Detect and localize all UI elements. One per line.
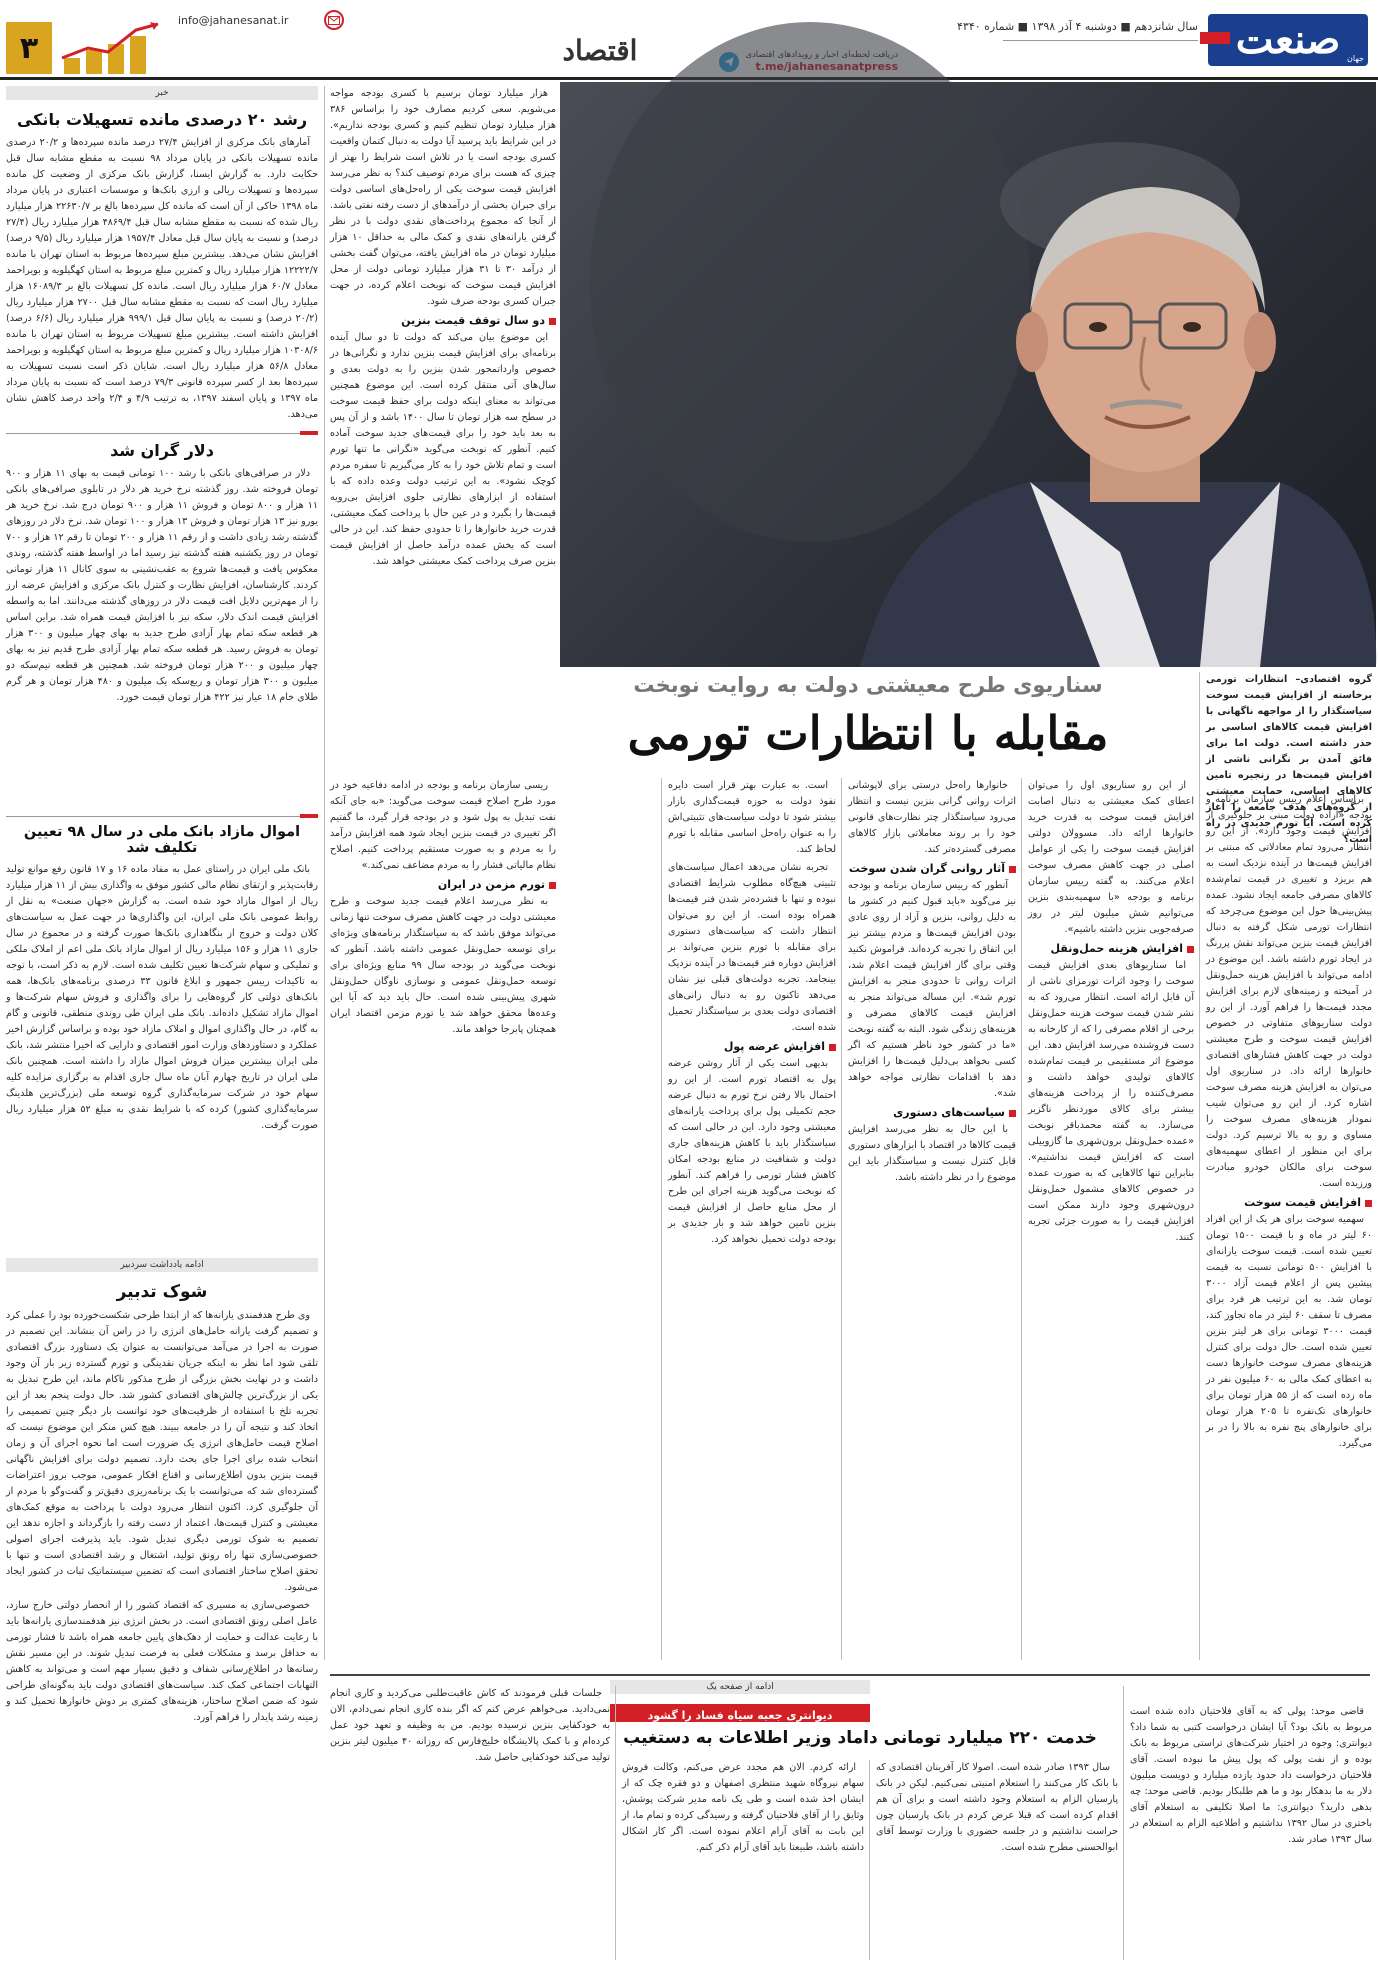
- bottom-column-1: قاضی موحد: پولی که به آقای فلاحتیان داده شده است مربوط به بانک بود؟ آیا ایشان درخواست کتبی به شما داد؟ دیوانتری: وجوه در اختیار شرکت‌های تراستی مربوط به بانک بوده و از نفت پولی که پول پیش ما نبوده است. آقای فلاحتیان درخواست داد حدود یازده میلیارد و دویست میلیون دلار به ما بدهکار بود و ما هم طلبکار بودیم. قاضی موحد: چه بدهی دارید؟ دیوانتری: ما اصلا تکلیفی به استعلام آقای باختری در سال ۱۳۹۲ نداشتیم و اطلاعیه الزام به استعلام در سال ۱۳۹۳ صادر شد.: [1130, 1706, 1372, 1845]
- subhead-fuel-price: افزایش قیمت سوخت: [1206, 1195, 1372, 1211]
- coins-chart-illustration: [58, 22, 170, 76]
- logo-red-bar: [1200, 32, 1230, 44]
- lead-column-b: از این رو سناریوی اول را می‌توان اعطای کمک معیشتی به دنبال اصابت افزایش قیمت سوخت به قدرت خرید خانوارها ارائه داد. مسوولان دولتی افزایش قیمت سوخت را یکی از عوامل اصلی در جهت کاهش مصرف سوخت اعلام می‌کنند. به گفته رییس سازمان برنامه و بودجه «با سهمیه‌بندی بنزین می‌توانیم شش میلیون لیتر در روز صرفه‌جویی بنزین داشته باشیم». افزایش هزینه حمل‌ونقل اما سناریوهای بعدی افزایش قیمت سوخت را وجود اثرات تورمزای ناشی از آن قابل ارائه است. انتظار می‌رود که به نشر شدن قیمت سوخت هزینه حمل‌ونقل برخی از اقلام مصرفی را که از کارخانه به دست فروشنده می‌رسد افزایش دهد. این موضوع اثر مستقیمی بر قیمت تمام‌شده کالاهای تولیدی خواهد داشت و مصرف‌کننده را از پرداخت هزینه‌های بیشتر برای کالای موردنظر ناگزیر می‌سازد. به گفته محمدباقر نوبخت «عمده حمل‌ونقل برون‌شهری ما گازوییلی است که افزایش قیمت نداشتیم». بنابراین تنها کالاهایی که به صورت عمده در خصوص کالاهای مشمول حمل‌ونقل درون‌شهری وجود دارند ممکن است افزایش قیمت را به صورت جزئی تجربه کنند.: [1028, 780, 1194, 1243]
- news-body-dollar: دلار در صرافی‌های بانکی با رشد ۱۰۰ تومانی قیمت به بهای ۱۱ هزار و ۹۰۰ تومان فروخته شد. روز گذشته نرخ خرید هر دلار در تابلوی صرافی‌های بانکی ۱۱ هزار و ۸۰۰ تومان و فروش ۱۱ هزار و ۹۰۰ تومان درج شد. نرخ خرید هر یورو نیز ۱۳ هزار تومان و فروش ۱۳ هزار و ۱۰۰ تومان شد. نرخ دلار در روزهای گذشته رشد زیادی داشت و از رقم ۱۱ هزار و ۲۰۰ تومان تا رقم ۱۲ هزار و ۷۰۰ تومان در روز یکشنبه هفته گذشته نیز رسید اما در اواسط هفته گذشته، روندی معکوس یافت و قیمت‌ها شروع به عقب‌نشینی به سوی کانال ۱۱ هزار تومانی کردند. کارشناسان، افزایش نظارت و کنترل بانک مرکزی و افزایش عرضه ارز را از مهم‌ترین دلایل افت قیمت دلار در روزهای گذشته می‌دانند. اما به واسطه افزایش قیمت اندک دلار، سکه نیز با افزایش قیمت همراه شد. براین اساس هر قطعه سکه تمام بهار آزادی طرح جدید به بهای چهار میلیون و ۳۰۰ هزار تومان به فروش رسید. هر قطعه سکه تمام بهار آزادی طرح قدیم نیز به بهای چهار میلیون و ۲۰۰ هزار تومان فروخته شد. همچنین هر قطعه نیم‌سکه دو میلیون و ۳۰۰ هزار تومان و ربع‌سکه یک میلیون و ۴۸۰ هزار تومان و هر گرم طلای خام ۱۸ عیار نیز ۴۲۲ هزار تومان قیمت خورد.: [6, 468, 319, 703]
- column-rule: [1199, 672, 1200, 1660]
- lead-column-d: است. به عبارت بهتر قرار است دایره نفوذ دولت به حوزه قیمت‌گذاری بازار بیشتر شود تا دولت سیاست‌های تثبیتی‌اش را به عنوان راه‌حل اساسی مقابله با تورم لحاظ کند. تجربه نشان می‌دهد اعمال سیاست‌های تثبیتی هیچ‌گاه مطلوب شرایط اقتصادی نبوده و تنها با فشرده‌تر شدن فنر قیمت‌ها همراه بوده است. از این رو می‌توان انتظار داشت که سیاست‌های دستوری برای مقابله با تورم بنزین می‌تواند بر افزایش دوباره فنر قیمت‌ها در آینده نزدیک بینجامد. تجربه دولت‌های قبلی نیز نشان می‌دهد تاکنون رو به دنبال زانی‌های اقتصادی دولت بعدی بر سیاستگذار تحمیل شده است. افزایش عرضه پول بدیهی است یکی از آثار روشن عرضه پول به اقتصاد تورم است. از این رو احتمال بالا رفتن نرخ تورم به دنبال عرضه حجم تکمیلی پول برای پرداخت یارانه‌های معیشتی وجود دارد. این در حالی است که سیاستگذار باید با کاهش هزینه‌های جاری دولت و شفافیت در منابع بودجه امکان کاهش فشار تورمی را فراهم کند. آنطور که نوبخت می‌گوید هزینه اجرای این طرح از محل منابع حاصل از افزایش قیمت بنزین تامین خواهد شد و بار جدیدی بر بودجه دولت تحمیل نخواهد کرد.: [668, 780, 836, 1245]
- column-rule: [869, 1760, 870, 1960]
- envelope-icon: [324, 10, 344, 30]
- bottom-column-4: جلسات قبلی فرمودند که کاش عاقبت‌طلبی می‌کردید و کاری انجام نمی‌دادید. می‌خواهم عرض کنم که اگر بنده کاری انجام نمی‌دادم، الان به خودکفایی بنزین نرسیده بودیم. من به وظیفه و تعهد خود عمل کرده‌ام و با کمک پالایشگاه خلیج‌فارس که روزانه ۴۰ میلیون لیتر بنزین تولید می‌کند خودکفایی حاصل شد.: [330, 1688, 611, 1763]
- subhead-chronic-inflation: تورم مزمن در ایران: [330, 877, 556, 893]
- editorial-body: وی طرح هدفمندی یارانه‌ها که از ابتدا طرحی شکست‌خورده بود را عملی کرد و تصمیم گرفت یارانه حامل‌های انرژی را در راس آن بنشاند. این تصمیم در صورت به اجرا در می‌آمد می‌توانست به عنوان یک دستاورد بزرگ اقتصادی تلقی شود اما نظر به اینکه جریان نقدینگی و تورم گسترده زیر بار آن وجود داشت و در نهایت بخش بزرگی از طرح مذکور ناکام ماند، این طرح تبدیل به یکی از بزرگ‌ترین چالش‌های اقتصادی کشور شد. حال دولت پنجم بعد از این تجربه تلخ با استفاده از ظرفیت‌های خود توانست بار دیگر چنین تصمیمی را اتخاذ کند و نتیجه آن را در جامعه ببیند. هیچ کس منکر این موضوع نیست که اصلاح قیمت حامل‌های انرژی یک ضرورت است اما نحوه اجرای آن و زمان انتخاب شده برای اجرا جای بحث دارد. تصمیم دولت برای افزایش ناگهانی قیمت بنزین بدون اطلاع‌رسانی و اقناع افکار عمومی، موجب بروز اعتراضات گسترده‌ای شد که می‌توانست با یک برنامه‌ریزی دقیق‌تر و گفت‌وگو با مردم از آن جلوگیری کرد. اکنون انتظار می‌رود دولت با پرداخت به موقع کمک‌های معیشتی و کنترل قیمت‌ها، اعتماد از دست رفته را بازگرداند و اجازه ندهد این تصمیم به شوک تورمی دیگری تبدیل شود. باید پذیرفت اجرای اصولی خصوصی‌سازی تنها راه رونق تولید، اشتغال و رشد اقتصادی است و تنها با تحقق اصلاح ساختار اقتصادی است که تضمین سیستماتیک ثبات در کشور ایجاد می‌شود. خصوصی‌سازی به مسیری که اقتصاد کشور را از انحصار دولتی خارج سازد، عامل اصلی رونق اقتصادی است. در بخش انرژی نیز هدفمندسازی یارانه‌ها باید با رعایت عدالت و حمایت از دهک‌های پایین جامعه همراه باشد تا فشار تورمی به حداقل برسد و مشکلات فعلی به فرصت تبدیل شوند. در این مسیر نقش رسانه‌ها در اطلاع‌رسانی شفاف و دقیق بسیار مهم است و می‌تواند به کاهش التهابات اجتماعی کمک کند. سیاست‌های اقتصادی دولت باید به‌گونه‌ای طراحی شود که ضمن اصلاح ساختار، هزینه‌های کمتری بر دوش خانوارها تحمیل کند و زمینه رشد پایدار را فراهم آورد.: [6, 1310, 318, 1723]
- subhead-money-supply: افزایش عرضه پول: [668, 1039, 836, 1055]
- news-title-melli-assets: اموال مازاد بانک ملی در سال ۹۸ تعیین تکلیف شد: [23, 824, 301, 856]
- subhead-transport-cost: افزایش هزینه حمل‌ونقل: [1028, 941, 1194, 957]
- continued-tag: ادامه از صفحه یک: [610, 1680, 870, 1694]
- news-title-bank-facilities: رشد ۲۰ درصدی مانده تسهیلات بانکی: [16, 110, 308, 129]
- column-rule: [615, 1686, 616, 1960]
- column-rule: [1021, 778, 1022, 1660]
- bottom-column-2: سال ۱۳۹۳ صادر شده است. اصولا کار آفرینان اقتصادی که با بانک کار می‌کنند را استعلام امنیتی نمی‌کنیم. لیکن در بانک پارسیان الزام به استعلام وجود داشته است و برای آن هم اقدام کرده است که قبلا عرض کردم در بانک پارسیان چون حراست نداشتیم و در جلسه حضوری با وزارت توسط آقای ابوالحسنی مطرح شده است.: [876, 1762, 1118, 1853]
- issue-line-rule: [1003, 40, 1198, 41]
- bottom-column-3: ارائه کردم. الان هم مجدد عرض می‌کنم، وکالت فروش سهام نیروگاه شهید منتظری اصفهان و دو فقره چک که از ایشان اخذ شده است و طی یک نامه مدیر شرکت پوشش، وثایق را از آقای فلاحتیان گرفته و رسیدگی کرده و تمام ما، از این بابت به آقای آرام اعلام نموده است. اگر کار اشکال داشته باشد، طبیعتا باید آقای آرام ذکر کنم.: [622, 1762, 864, 1853]
- section-title: اقتصاد: [562, 34, 638, 67]
- logo-sub: جهان: [1347, 54, 1364, 63]
- newspaper-logo: [1208, 14, 1368, 66]
- bottom-top-rule: [330, 1674, 1370, 1676]
- logo-text: صنعت: [1235, 16, 1341, 63]
- subhead-psych-effects: آثار روانی گران شدن سوخت: [848, 861, 1016, 877]
- divider: [6, 431, 318, 435]
- lead-column-e: ریسی سازمان برنامه و بودجه در ادامه دفاعیه خود در مورد طرح اصلاح قیمت سوخت می‌گوید: «به جای آنکه نفت تبدیل به پول شود و در بودجه قرار گیرد، ما گفتیم اگر تغییری در قیمت بنزین ایجاد شود همه افزایش درآمد را به مردم و به صورت مستقیم پرداخت کنیم. اصلاح نظام مالیاتی فشار را به مردم مضاعف نمی‌کند.» تورم مزمن در ایران به نظر می‌رسد اعلام قیمت جدید سوخت و طرح معیشتی دولت در جهت کاهش مصرف سوخت تنها زمانی می‌تواند موفق باشد که به سیاستگذار برنامه‌های ویژه‌ای برای توسعه حمل‌ونقل عمومی داشته باشد. آنطور که نوبخت می‌گوید در بودجه سال ۹۹ منابع ویژه‌ای برای توسعه حمل‌ونقل عمومی و نوسازی ناوگان حمل‌ونقل شهری پیش‌بینی شده است. حال باید دید که آیا این وعده‌ها محقق خواهد شد یا تورم مزمن اقتصاد ایران همچنان پابرجا خواهد ماند.: [330, 780, 556, 1035]
- news-tag: خبر: [6, 86, 318, 100]
- column-rule: [661, 778, 662, 1660]
- portrait-illustration: [560, 82, 1376, 667]
- bottom-kicker: دیوانتری جعبه سیاه فساد را گشود: [610, 1704, 870, 1722]
- editorial-tag: ادامه یادداشت سردبیر: [6, 1258, 318, 1272]
- lead-column-f: هزار میلیارد تومان برسیم با کسری بودجه مواجه می‌شویم. سعی کردیم مصارف خود را براساس ۳۸۶ هزار میلیارد تومان تنظیم کنیم و کسری بودجه نداریم». در این شرایط باید پرسید آیا دولت به دنبال کتمان واقعیت کسری بودجه است یا در تلاش است شرایط را بهتر از چیزی که هست برای مردم توصیف کند؟ به نظر می‌رسد افزایش قیمت سوخت یکی از راه‌حل‌های اساسی دولت برای جبران بخشی از درآمدهای از دست رفته نفتی باشد. از آنجا که مجموع پرداخت‌های نقدی دولت با در نظر گرفتن یارانه‌های نقدی و کمک مالی به حداقل ۱۰ هزار میلیارد تومان در ماه افزایش یافته، می‌توان گفت بخشی از درآمد ۳۰ تا ۳۱ هزار میلیارد تومانی دولت از محل افزایش قیمت سوخت که نوبخت اعلام کرده، در جهت جبران کسری بودجه صرف شود. دو سال توقف قیمت بنزین این موضوع بیان می‌کند که دولت تا دو سال آینده برنامه‌ای برای افزایش قیمت بنزین ندارد و نگرانی‌ها در خصوص وارداتمحور شدن بنزین را به دولت بعدی و سال‌های آتی منتقل کرده است. این موضوع همچنین می‌تواند به معنای اینکه دولت برای حفظ قیمت سوخت در سطح سه هزار تومان تا سال ۱۴۰۰ باشد و از آن پس به بعد باید خود را برای قیمت‌های جدید سوخت آماده کنیم. آنطور که نوبخت می‌گوید «نگرانی ما تنها تورم است و تمام تلاش خود را به کار می‌گیریم تا سفره مردم کوچک نشود». به این ترتیب دولت وعده داده که با استفاده از ابزارهای نظارتی جلوی افزایش بی‌رویه قیمت‌ها را بگیرد و در عین حال با پرداخت کمک معیشتی، قدرت خرید خانوارها را تا حدودی حفظ کند. این در حالی است که بخش عمده درآمد حاصل از افزایش قیمت بنزین صرف پرداخت کمک معیشتی خواهد شد.: [330, 88, 556, 567]
- divider: [6, 814, 318, 818]
- issue-line: سال شانزدهم ■ دوشنبه ۴ آذر ۱۳۹۸ ■ شماره ۴۳۴۰: [957, 20, 1198, 33]
- page-number: ۳: [6, 22, 52, 74]
- lead-intro: گروه اقتصادی– انتظارات تورمی برخاسته از افزایش قیمت سوخت سیاستگذار را از مواجهه ناگهانی با افزایش قیمت کالاهای اساسی بر حذر داشته است. دولت اما برای فائق آمدن بر نگرانی ناشی از افزایش قیمت‌ها در زنجیره تامین کالاهای اساسی، حمایت معیشتی از گروه‌های هدف جامعه را آغاز کرده است. آیا تورم جدیدی در راه است؟: [1206, 674, 1372, 845]
- lead-column-c: خانوارها راه‌حل درستی برای لاپوشانی اثرات روانی گرانی بنزین نیست و انتظار می‌رود سیاستگذار چتر نظارت‌های قانونی خود را بر روند معاملاتی بازار کالاهای مصرفی گسترده‌تر کند. آثار روانی گران شدن سوخت آنطور که رییس سازمان برنامه و بودجه نیز می‌گوید «باید قبول کنیم در کشور ما به دلیل روانی، بنزین و آزاد از روی عادی بودن افزایش قیمت‌ها و مردم بیشتر نیز این اتفاق را تجربه کرده‌اند. فراموش نکنید وقتی برای گاز افزایش قیمت اعلام شد، اثرات روانی تا حدودی منجر به افزایش تورم شد». این مساله می‌تواند منجر به افزایش قیمت کالاهای مصرفی و هزینه‌های زندگی شود. البته به گفته نوبخت «ما در کشور خود ناظر هستیم که اگر کسی بخواهد بی‌دلیل قیمت‌ها را افزایش دهد با اقدامات نظارتی مواجه خواهد شد». سیاست‌های دستوری با این حال به نظر می‌رسد افزایش قیمت کالاها در اقتصاد با ابزارهای دستوری قابل کنترل نیست و سیاستگذار باید این موضوع را در نظر داشته باشد.: [848, 780, 1016, 1183]
- column-rule: [841, 778, 842, 1660]
- news-body-bank-facilities: آمارهای بانک مرکزی از افزایش ۲۷/۴ درصد مانده سپرده‌ها و ۲۰/۲ درصدی مانده تسهیلات بانکی در پایان مرداد ۹۸ نسبت به مقطع مشابه سال قبل حکایت دارد. به گزارش ایسنا، گزارش بانک مرکزی از وضعیت کل مانده سپرده‌ها و تسهیلات ریالی و ارزی بانک‌ها و موسسات اعتباری در پایان مرداد ماه ۱۳۹۸ حاکی از آن است که مانده کل سپرده‌ها بالغ بر ۲۲۶۳۰/۷ هزار میلیارد ریال شده که نسبت به مقطع مشابه سال قبل ۴۸۶۹/۴ هزار میلیارد ریال (۲۷/۴ درصد) و نسبت به پایان سال قبل معادل ۱۹۵۷/۴ هزار میلیارد ریال (۹/۵ درصد) افزایش نشان می‌دهد. بیشترین مبلغ سپرده‌ها مربوط به استان تهران با مانده ۱۲۲۲۲/۷ هزار میلیارد ریال و کمترین مبلغ مربوط به استان کهگیلویه و بویراحمد معادل ۶۰/۷ هزار میلیارد ریال است. مانده کل تسهیلات بالغ بر ۱۶۰۸۹/۳ هزار میلیارد ریال است که نسبت به مقطع مشابه سال قبل ۲۷۰۰ هزار میلیارد ریال (۲۰/۲ درصد) و نسبت به پایان سال قبل ۹۹۹/۱ هزار میلیارد ریال (۶/۶ درصد) افزایش داشته است. بیشترین مبلغ تسهیلات مربوط به استان تهران با مانده ۱۰۳۰۸/۶ هزار میلیارد ریال و کمترین مبلغ مربوط به استان کهگیلویه و بویراحمد معادل ۵۶/۸ هزار میلیارد ریال است. شایان ذکر است نسبت تسهیلات به سپرده‌ها بعد از کسر سپرده قانونی ۷۹/۳ درصد است که نسبت به پایان مرداد ماه ۱۳۹۷ و پایان اسفند ۱۳۹۷، به ترتیب ۴/۹ و ۲/۴ واحد درصد کاهش نشان می‌دهد.: [6, 137, 319, 420]
- lead-column-e: [559, 778, 656, 1660]
- lead-column-a: براساس اعلام رییس سازمان برنامه و بودجه «اراده دولت مبنی بر جلوگیری از افزایش قیمت وجود دارد». از این رو انتظار می‌رود تمام معادلاتی که مبتنی بر افزایش قیمت‌ها در آینده نزدیک است به هم بریزد و تغییری در قیمت تمام‌شده کالاهای مصرفی جامعه ایجاد نشود. عمده پیش‌بینی‌ها حول این موضوع می‌چرخد که انتظارات تورمی شکل گرفته به دنبال افزایش قیمت بنزین می‌تواند نقش پررنگ در ایجاد تورم داشته باشد. این موضوع در ادامه می‌تواند با افزایش هزینه حمل‌ونقل در آمیخته و زمینه‌های لازم برای افزایش مجدد قیمت‌ها را فراهم آورد. از این رو دولت سناریوهای متفاوتی در خصوص افزایش قیمت سوخت و طرح معیشتی دولت در جهت کاهش فشارهای اقتصادی خانوارها ارائه داد. در سناریوی اول می‌توان به افزایش هزینه مصرف سوخت اشاره کرد. از این رو می‌توان شیب نمودار هزینه‌های مصرف سوخت را مساوی و رو به بالا ترسیم کرد. دولت برای این منظور از اعطای سهمیه‌های سوخت برای مالکان خودرو مبادرت ورزیده است. افزایش قیمت سوخت سهمیه سوخت برای هر یک از این افراد ۶۰ لیتر در ماه و با قیمت ۱۵۰۰ تومان تعیین شده است. قیمت سوخت یارانه‌ای با افزایش ۵۰۰ تومانی نسبت به قیمت پیشین پس از اعلام قیمت آزاد ۳۰۰۰ تومان شد. به این ترتیب هر فرد برای مصرف تا سقف ۶۰ لیتر در ماه تجاوز کند، قیمت ۳۰۰۰ تومانی برای هر لیتر بنزین تعیین شده است. حال دولت برای کنترل هزینه‌های مصرف سوخت خانوارها دست به اعطای کمک مالی به ۶۰ میلیون نفر در ماه زده است که از ۵۵ هزار تومان برای خانوارهای تک‌نفره تا ۲۰۵ هزار تومان برای خانوارهای پنج نفره به بالا را در بر می‌گیرد.: [1206, 794, 1373, 1449]
- email[interactable]: info@jahanesanat.ir: [178, 14, 289, 27]
- editorial-title: شوک تدبیر: [116, 1282, 208, 1302]
- subhead-two-year-freeze: دو سال توقف قیمت بنزین: [330, 313, 556, 329]
- news-title-dollar: دلار گران شد: [110, 441, 214, 460]
- news-body-melli-assets: بانک ملی ایران در راستای عمل به مفاد ماده ۱۶ و ۱۷ قانون رفع موانع تولید رقابت‌پذیر و ارتقای نظام مالی کشور موفق به واگذاری بیش از ۱۱ هزار میلیارد ریال از اموال مازاد خود شده است. به گزارش «جهان صنعت» به نقل از روابط عمومی بانک ملی ایران، این واگذاری‌ها در جهت عمل به سیاست‌های کلان دولت و خروج از بنگاهداری بانک‌ها صورت گرفته و در مجموع در سال جاری ۱۱ هزار و ۱۵۶ میلیارد ریال از اموال مازاد بانک ملی اعم از املاک ملکی و تملیکی و سهام شرکت‌ها تعیین تکلیف شده است. لازم به ذکر است، با توجه به تاکیدات رییس جمهور و ابلاغ قانون ۳۳ درصدی برنامه‌های بانک‌ها، همه بانک‌های دولتی کار گروه‌هایی را برای واگذاری و فروش سهام شرکت‌ها و اموال مازاد تشکیل داده‌اند. بانک ملی ایران طی روندی منطقی، قانونی و گام به گام، در حال واگذاری اموال و املاک مازاد خود بوده و براساس گزارش اخیر عملکرد و دستاوردهای وزارت امور اقتصادی و دارایی که اخیرا منتشر شد، بانک ملی ایران بیشترین میزان فروش اموال مازاد را داشته است. همچنین بانک ملی ایران در تاریخ چهارم آبان ماه سال جاری اقدام به برگزاری مزایده کلیه سهام خود در شرکت سرمایه‌گذاری گروه توسعه ملی (بزرگ‌ترین هلدینگ سرمایه‌گذاری کشور) کرده که با شرایط نقدی به مبلغ ۵۲ هزار میلیارد ریال صورت گرفت.: [6, 864, 319, 1131]
- lead-photo: [560, 82, 1376, 667]
- subhead-directive-policies: سیاست‌های دستوری: [848, 1105, 1016, 1121]
- bottom-headline: خدمت ۲۲۰ میلیارد تومانی داماد وزیر اطلاعات به دستغیب: [623, 1728, 1097, 1748]
- lead-headline: مقابله با انتظارات تورمی: [627, 706, 1109, 760]
- column-rule: [324, 86, 325, 1660]
- sidebar: [6, 86, 318, 1960]
- lead-kicker: سناریوی طرح معیشتی دولت به روایت نوبخت: [633, 673, 1103, 697]
- column-rule: [1123, 1686, 1124, 1960]
